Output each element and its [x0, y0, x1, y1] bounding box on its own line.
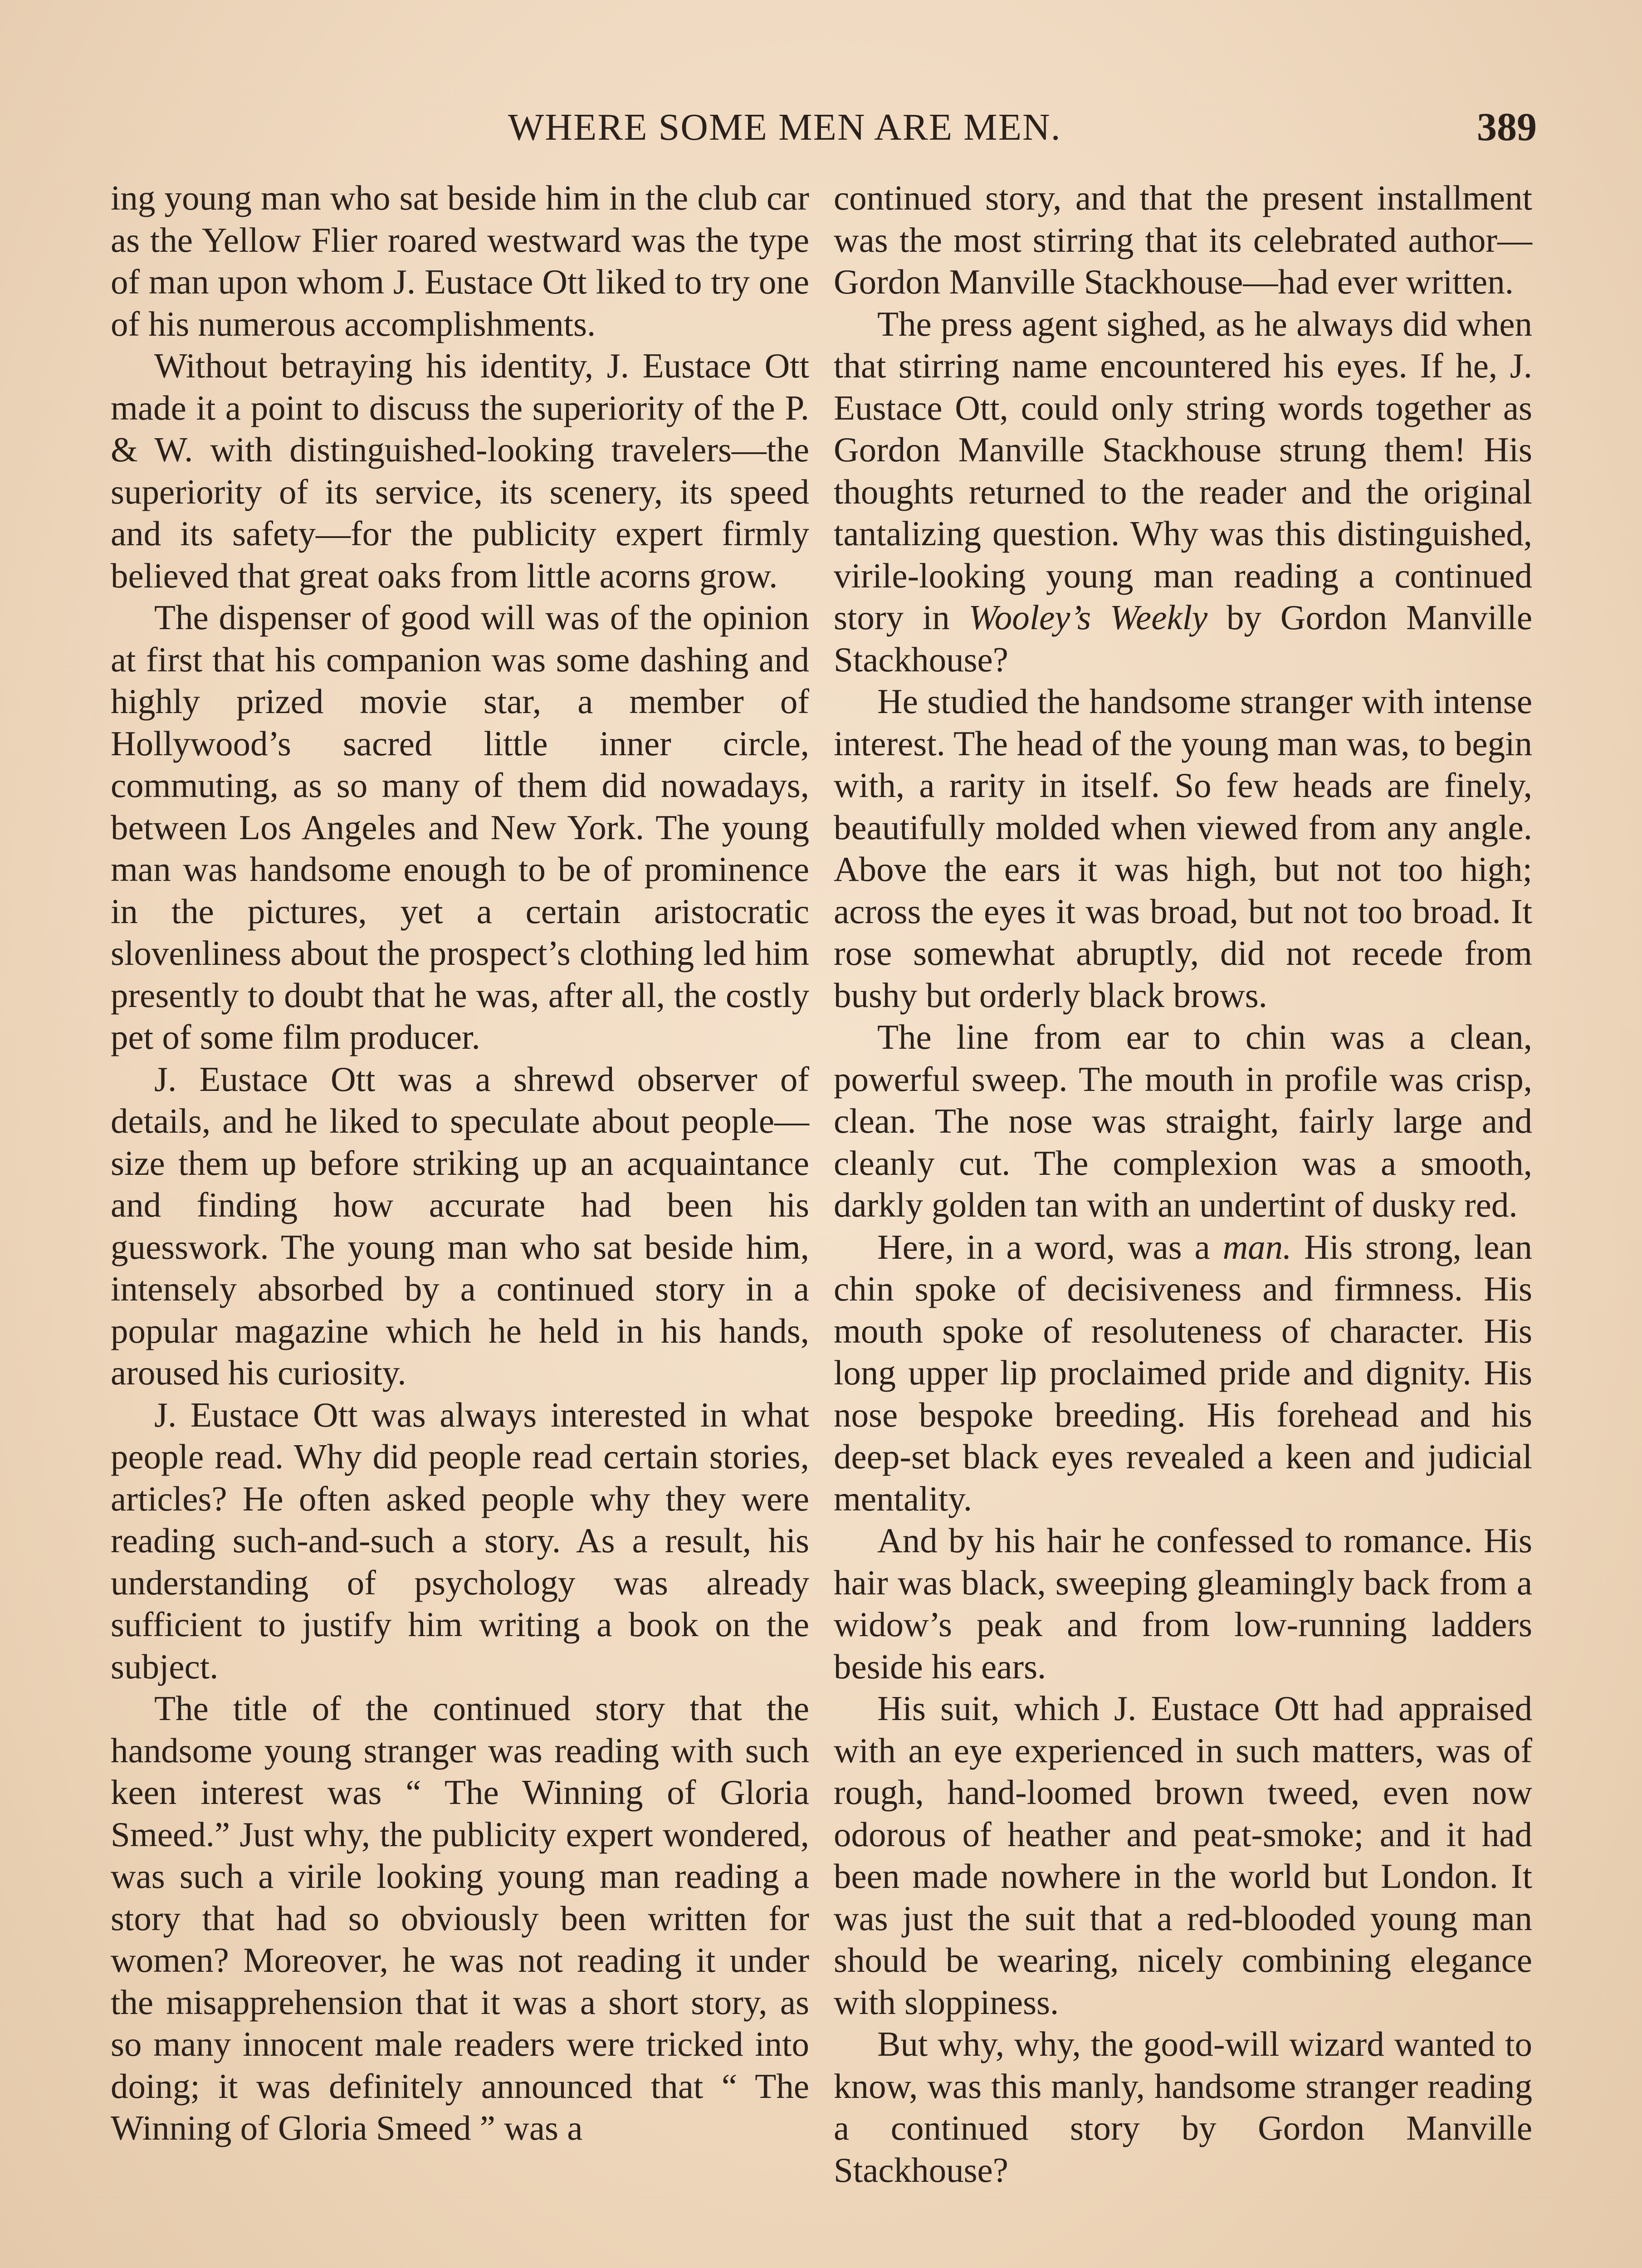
paragraph: The dispenser of good will was of the opinion at first that his companion was some dashing and highly prized movie star, a member of Hollywood’s sacred little inner circle, commuting, as so many of them did nowadays, between Los Angeles and New York. The young man was handsome enough to be of prominence in the pictures, yet a certain aristocratic slovenliness about the prospect’s clothing led him presently to doubt that he was, after all, the costly pet of some film producer.: [111, 598, 809, 1056]
emphasis: man.: [1222, 1227, 1292, 1266]
paragraph: He studied the handsome stranger with intense interest. The head of the young man was, to begin with, a rarity in itself. So few heads are finely, beautifully molded when viewed from any angle. Above the ears it was high, but not too high; across the eyes it was broad, but not too broad. It rose somewhat abruptly, did not recede from bushy but orderly black brows.: [834, 682, 1532, 1015]
page-header: [0, 103, 1642, 152]
paragraph: [834, 303, 1532, 681]
paragraph: continued story, and that the present installment was the most stirring that its celebrated author—Gordon Manville Stackhouse—had ever written.: [834, 178, 1532, 301]
paragraph: The title of the continued story that the handsome young stranger was reading with such keen interest was “ The Winning of Gloria Smeed.” Just why, the publicity expert wondered, was such a virile looking young man reading a story that had so obviously been written for women? Moreover, he was not reading it under the misapprehension that it was a short story, as so many innocent male readers were tricked into doing; it was definitely announced that “ The Winning of Gloria Smeed ” was a: [111, 1689, 809, 2147]
paragraph: The line from ear to chin was a clean, powerful sweep. The mouth in profile was crisp, clean. The nose was straight, fairly large and cleanly cut. The complexion was a smooth, darkly golden tan with an undertint of dusky red.: [834, 1017, 1532, 1224]
paragraph-text: The press agent sighed, as he always did when that stirring name encountered his eyes. If he, J. Eustace Ott, could only string words together as Gordon Manville Stackhouse strung them! His thoughts returned to the reader and the original tantalizing question. Why was this distinguished, virile-looking young man reading a continued story in: [834, 304, 1532, 637]
left-column: [111, 177, 809, 2149]
paragraph: J. Eustace Ott was a shrewd observer of details, and he liked to speculate about people—size them up before striking up an acquaintance and finding how accurate had been his guesswork. The young man who sat beside him, intensely absorbed by a continued story in a popular magazine which he held in his hands, aroused his curiosity.: [111, 1059, 809, 1392]
paragraph: Without betraying his identity, J. Eustace Ott made it a point to discuss the superiority of the P. & W. with distinguished-looking travelers—the superiority of its service, its scenery, its speed and its safety—for the publicity expert firmly believed that great oaks from little acorns grow.: [111, 346, 809, 595]
magazine-title: Wooley’s Weekly: [968, 598, 1208, 637]
paragraph: But why, why, the good-will wizard wanted to know, was this manly, handsome stranger reading a continued story by Gordon Manville Stackhouse?: [834, 2024, 1532, 2190]
paragraph: And by his hair he confessed to romance. His hair was black, sweeping gleamingly back from a widow’s peak and from low-running ladders beside his ears.: [834, 1521, 1532, 1686]
paragraph-text: by Gordon Manville Stackhouse?: [834, 598, 1533, 679]
paragraph-text: His strong, lean chin spoke of decisiveness and firmness. His mouth spoke of resoluteness of character. His long upper lip proclaimed pride and dignity. His nose bespoke breeding. His forehead and his deep-set black eyes revealed a keen and judicial mentality.: [834, 1227, 1532, 1518]
paragraph: ing young man who sat beside him in the club car as the Yellow Flier roared westward was the type of man upon whom J. Eustace Ott liked to try one of his numerous accomplishments.: [111, 178, 809, 343]
paragraph: [834, 1226, 1532, 1520]
paragraph-text: Here, in a word, was a: [877, 1227, 1223, 1266]
paragraph: His suit, which J. Eustace Ott had appraised with an eye experienced in such matters, was of rough, hand-loomed brown tweed, even now odorous of heather and peat-smoke; and it had been made nowhere in the world but London. It was just the suit that a red-blooded young man should be wearing, nicely combining elegance with sloppiness.: [834, 1689, 1532, 2022]
running-title: WHERE SOME MEN ARE MEN.: [508, 106, 1061, 148]
right-column: [834, 177, 1532, 2191]
paragraph: J. Eustace Ott was always interested in what people read. Why did people read certain stories, articles? He often asked people why they were reading such-and-such a story. As a result, his understanding of psychology was already sufficient to justify him writing a book on the subject.: [111, 1395, 809, 1686]
page-number: 389: [1477, 105, 1537, 149]
